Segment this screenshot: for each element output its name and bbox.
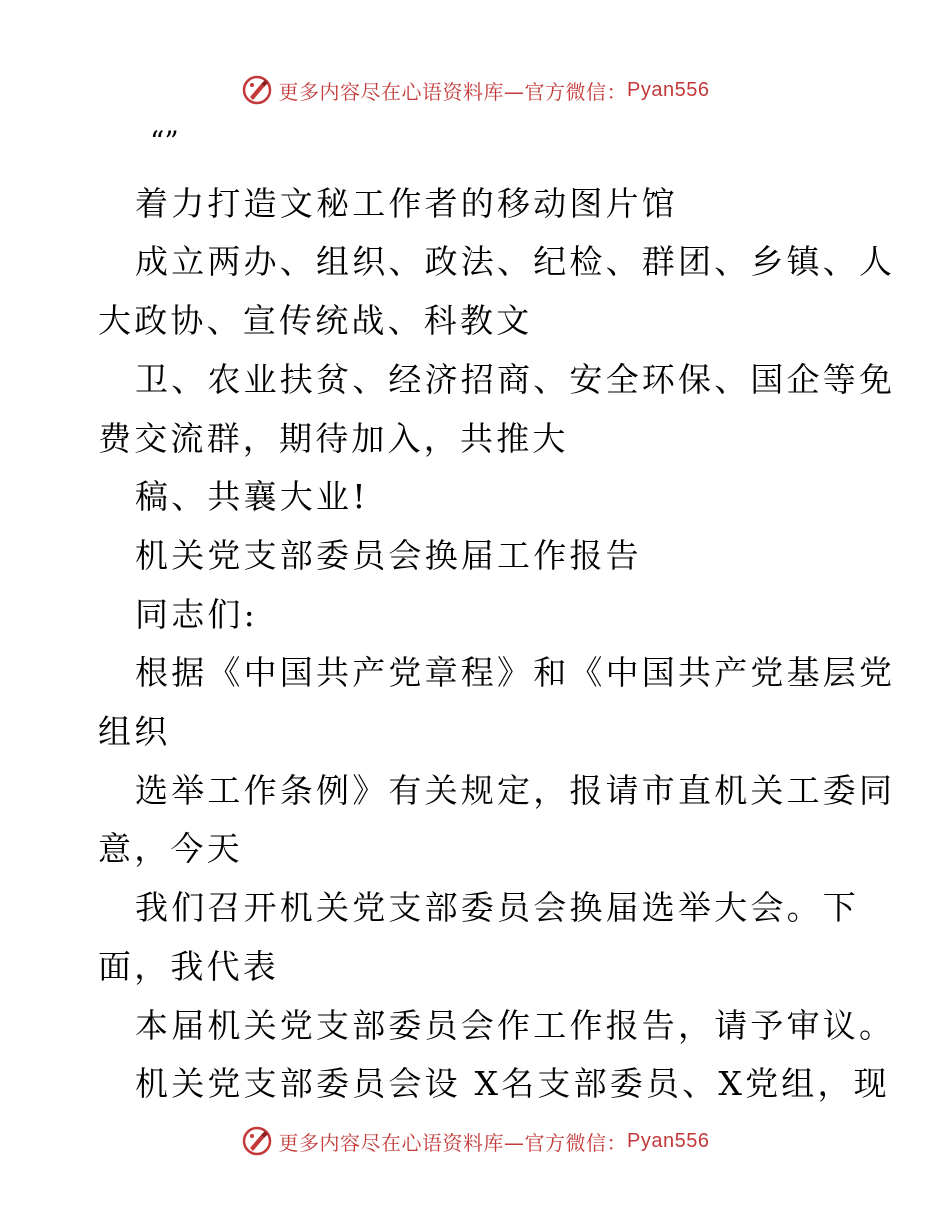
watermark-text: 更多内容尽在心语资料库: [278, 79, 505, 104]
pen-logo-icon: [241, 74, 273, 106]
text-line: 机关党支部委员会设 X名支部委员、X党组，现: [135, 1064, 890, 1103]
text-line: 稿、共襄大业!: [135, 477, 369, 516]
watermark-text: 更多内容尽在心语资料库: [278, 1130, 505, 1155]
watermark-separator: —官方微信：: [504, 1130, 628, 1155]
text-line: 卫、农业扶贫、经济招商、安全环保、国企等免: [135, 360, 896, 399]
watermark-wechat-id: Pyan556: [627, 78, 710, 101]
quote-marks: “”: [150, 125, 179, 158]
footer-watermark: [0, 1121, 950, 1161]
text-line: 成立两办、组织、政法、纪检、群团、乡镇、人: [135, 242, 896, 281]
text-line: 费交流群，期待加入，共推大: [98, 419, 569, 458]
text-line: 意，今天: [98, 829, 243, 868]
text-line: 本届机关党支部委员会作工作报告，请予审议。: [135, 1006, 896, 1045]
report-title: 机关党支部委员会换届工作报告: [135, 536, 642, 575]
text-line: 根据《中国共产党章程》和《中国共产党基层党: [135, 653, 896, 692]
salutation: 同志们:: [135, 595, 258, 634]
text-line: 选举工作条例》有关规定，报请市直机关工委同: [135, 771, 896, 810]
text-line: 着力打造文秘工作者的移动图片馆: [135, 184, 678, 223]
text-line: 面，我代表: [98, 947, 279, 986]
text-line: 组织: [98, 712, 171, 751]
text-line: 我们召开机关党支部委员会换届选举大会。下: [135, 888, 859, 927]
watermark-separator: —官方微信：: [504, 79, 628, 104]
watermark-wechat-id: Pyan556: [627, 1129, 710, 1152]
text-line: 大政协、宣传统战、科教文: [98, 301, 533, 340]
pen-logo-icon: [241, 1125, 273, 1157]
header-watermark: [0, 70, 950, 110]
